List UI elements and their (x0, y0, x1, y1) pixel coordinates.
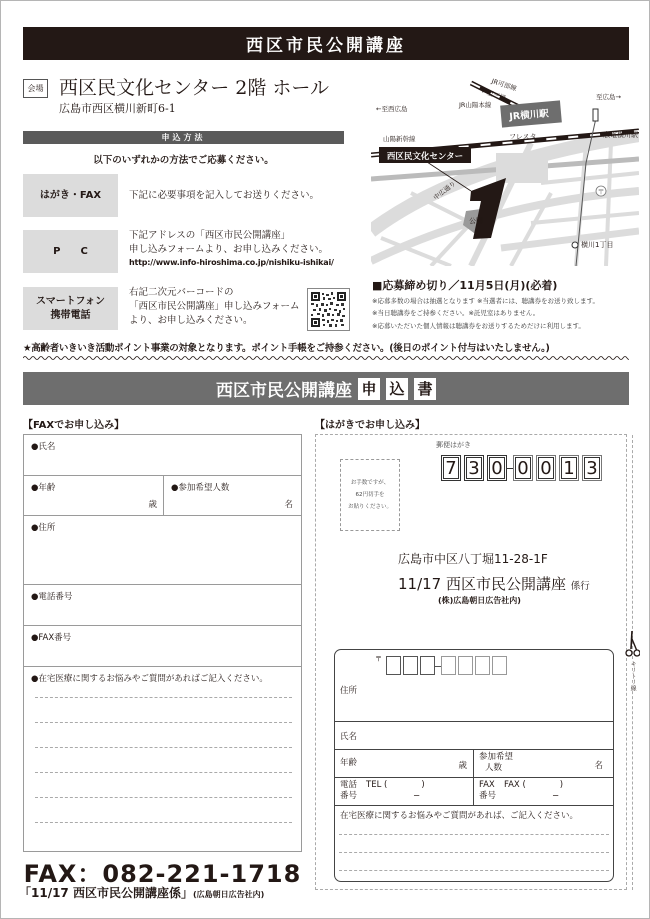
method-desc-pc (129, 229, 334, 268)
write-line (339, 834, 609, 835)
reply-question-field[interactable] (335, 806, 613, 882)
write-line (35, 772, 292, 773)
note-line: ※応募いただいた個人情報は聴講券をお送りするためだけに利用します。 (372, 321, 585, 330)
map-label-fresta: フレスタ (509, 133, 537, 141)
reply-age-label: 年齢 (340, 758, 358, 768)
application-form-header (23, 372, 629, 405)
reply-age-unit: 歳 (458, 761, 467, 771)
reply-address-field[interactable] (335, 650, 613, 722)
zip-digit: 0 (536, 455, 556, 481)
senior-point-note: ★高齢者いきいき活動ポイント事業の対象となります。ポイント手帳をご持参ください。(後日のポイント付与はいたしません。) (23, 343, 550, 354)
fax-participants-label: ●参加希望人数 (171, 483, 230, 493)
stamp-area (340, 459, 400, 531)
method-label-postcard-fax: はがき・FAX (23, 174, 118, 217)
postcard-section-heading: 【はがきでお申し込み】 (315, 420, 425, 431)
reply-participants-unit: 名 (594, 761, 603, 771)
reply-zip-box[interactable] (441, 656, 456, 675)
reply-age-field[interactable] (335, 750, 474, 777)
fax-section-heading: 【FAXでお申し込み】 (23, 420, 125, 431)
fax-participants-field[interactable] (164, 476, 301, 515)
method-desc-line: 下記に必要事項を記入してお送りください。 (129, 190, 320, 201)
fax-application-form (23, 434, 302, 852)
recipient-address: 広島市中区八丁堀11-28-1F (398, 552, 548, 566)
reply-participants-label: 人数 (485, 763, 503, 773)
tram-station-marker (593, 109, 598, 121)
fax-participants-unit: 名 (284, 500, 293, 510)
write-line (35, 797, 292, 798)
fax-name-field[interactable] (24, 435, 301, 476)
form-title: 西区市民公開講座 (216, 381, 352, 401)
write-line (339, 852, 609, 853)
fax-phone-label: ●電話番号 (31, 592, 73, 602)
reply-zip-mark: 〒 (375, 655, 382, 663)
reply-phone-label: 番号 (340, 791, 358, 801)
form-box-char: 申 (358, 378, 380, 400)
fax-department (19, 884, 264, 901)
reply-tel-dash: − (413, 791, 421, 801)
reply-name-label: 氏名 (340, 732, 358, 742)
map-label-to-nishihiroshima: ←至西広島 (376, 105, 408, 113)
map-label-post-office: 〒 (597, 188, 605, 196)
recipient-dept-suffix: 係行 (570, 581, 590, 592)
scissors-icon (624, 631, 640, 659)
fax-address-label: ●住所 (31, 523, 56, 533)
cut-line-label (628, 661, 638, 691)
write-line (339, 870, 609, 871)
map-label-to-hiroshima: 至広島→ (596, 93, 621, 101)
reply-name-field[interactable] (335, 722, 613, 750)
method-label-line: スマートフォン (36, 295, 105, 307)
postcard-label: 郵便はがき (436, 441, 471, 449)
fax-name-label: ●氏名 (31, 442, 56, 452)
reply-participants-label: 参加希望 (479, 752, 514, 762)
zip-digit: 0 (487, 455, 507, 481)
reply-fax-label: 番号 (479, 791, 497, 801)
reply-fax-label: FAX (479, 780, 495, 790)
fax-dept-company: (広島朝日広告社内) (192, 890, 265, 899)
method-label-pc: P C (23, 230, 118, 273)
recipient-dept-main: 11/17 西区市民公開講座 (398, 575, 566, 593)
fax-age-unit: 歳 (148, 500, 157, 510)
fax-number: FAX：082-221-1718 (23, 860, 302, 888)
zip-digit: 1 (559, 455, 579, 481)
method-desc-line: より、お申し込みください。 (129, 314, 253, 326)
write-line (35, 722, 292, 723)
reply-zip-box[interactable] (403, 656, 418, 675)
stamp-note-line: 62円切手を (355, 491, 385, 498)
reply-phone-field[interactable] (335, 778, 474, 805)
tram-stop-marker (572, 242, 578, 248)
fax-phone-field[interactable] (24, 585, 301, 626)
reply-fax-dash: − (552, 791, 560, 801)
reply-tel-text: TEL ( ) (366, 780, 425, 790)
write-line (35, 747, 292, 748)
fax-age-label: ●年齢 (31, 483, 56, 493)
stamp-note-line: お手数ですが、 (350, 479, 390, 486)
zip-digit: 7 (441, 455, 461, 481)
reply-zip-box[interactable] (458, 656, 473, 675)
venue-tag: 会場 (23, 79, 48, 98)
reply-zip-box[interactable] (420, 656, 435, 675)
reply-phone-row (335, 778, 613, 806)
note-line: ※当日聴講券をご持参ください。※託児室はありません。 (372, 309, 540, 318)
fax-dept-name: 「11/17 西区市民公開講座係」 (19, 886, 193, 900)
postcard-form (315, 434, 627, 890)
reply-address-label: 住所 (340, 686, 358, 696)
method-desc-line: 申し込みフォームより、お申し込みください。 (129, 243, 329, 255)
recipient-company: (株)広島朝日広告社内) (438, 596, 521, 605)
notes (372, 295, 599, 332)
reply-zip-box[interactable] (475, 656, 490, 675)
map-label-to-mitaki: ←至三滝 (480, 87, 507, 103)
application-url-link[interactable]: http://www.info-hiroshima.co.jp/nishiku-ishikai/ (129, 257, 334, 267)
map-label-jr-sanyo: JR山陽本線 (459, 101, 492, 109)
map-label-nakahiro: 中広通り (431, 179, 458, 202)
map-label-yokogawa-1chome: 横川1丁目 (581, 241, 614, 249)
fax-age-field[interactable] (24, 476, 164, 515)
reply-participants-field[interactable] (474, 750, 613, 777)
write-line (35, 822, 292, 823)
reply-age-row (335, 750, 613, 778)
fax-age-row (24, 476, 301, 516)
venue-address: 広島市西区横川新町6-1 (59, 102, 176, 115)
map-label-jr-yokogawa: JR横川駅 (508, 108, 550, 123)
reply-zip-box[interactable] (386, 656, 401, 675)
recipient-department (398, 573, 590, 594)
zip-digit: 3 (582, 455, 602, 481)
qr-code-icon (311, 292, 346, 327)
form-box-char: 込 (386, 378, 408, 400)
reply-question-label: 在宅医療に関するお悩みやご質問があれば、ご記入ください。 (340, 811, 579, 821)
note-line: ※応募多数の場合は抽選となります ※当選者には、聴講券をお送り致します。 (372, 297, 599, 305)
reply-zip-box[interactable] (492, 656, 507, 675)
map-label-venue: 西区民文化センター (386, 152, 464, 162)
venue-map (371, 73, 639, 266)
fresta-building (496, 153, 548, 183)
method-desc-line: 右記二次元バーコードの (129, 287, 234, 298)
reply-fax-text: FAX ( ) (504, 780, 564, 790)
cut-line-label-text: キリトリ線 (629, 661, 637, 691)
method-label-smartphone (23, 287, 118, 330)
method-desc-line: 下記アドレスの「西区市民公開講座」 (129, 230, 291, 241)
page-title: 西区市民公開講座 (23, 27, 629, 60)
form-box-char: 書 (414, 378, 436, 400)
method-label-line: 携帯電話 (50, 309, 91, 321)
fax-fax-field[interactable] (24, 626, 301, 667)
map-label-jr-kabe: JR可部線 (490, 77, 518, 93)
method-header: 申込方法 (23, 131, 344, 144)
write-line (35, 697, 292, 698)
method-desc-smartphone (129, 286, 300, 327)
fax-question-field[interactable] (24, 667, 301, 852)
reply-fax-field[interactable] (474, 778, 613, 805)
method-intro: 以下のいずれかの方法でご応募ください。 (93, 155, 274, 166)
qr-code[interactable] (307, 288, 350, 331)
stamp-note-line: お貼りください。 (347, 504, 392, 511)
zip-digit: 3 (464, 455, 484, 481)
deadline-text: ■応募締め切り／11月5日(月)(必着) (372, 279, 558, 292)
fax-fax-label: ●FAX番号 (31, 633, 72, 643)
method-desc-postcard-fax (129, 189, 319, 203)
fax-question-label: ●在宅医療に関するお悩みやご質問があればご記入ください。 (31, 674, 268, 684)
wavy-underline (23, 355, 629, 361)
zip-digit: 0 (513, 455, 533, 481)
venue-name: 西区民文化センター 2階 ホール (59, 77, 330, 99)
map-label-shinkansen: 山陽新幹線 (383, 135, 416, 143)
method-desc-line: 「西区市民公開講座」申し込みフォーム (129, 300, 300, 312)
map-label-park: 公園 (469, 217, 483, 225)
map-label-hiroden-yokogawa: 広電横川駅 (603, 131, 638, 139)
reply-form (334, 649, 614, 882)
reply-phone-label: 電話 (340, 780, 358, 790)
fax-address-field[interactable] (24, 516, 301, 585)
